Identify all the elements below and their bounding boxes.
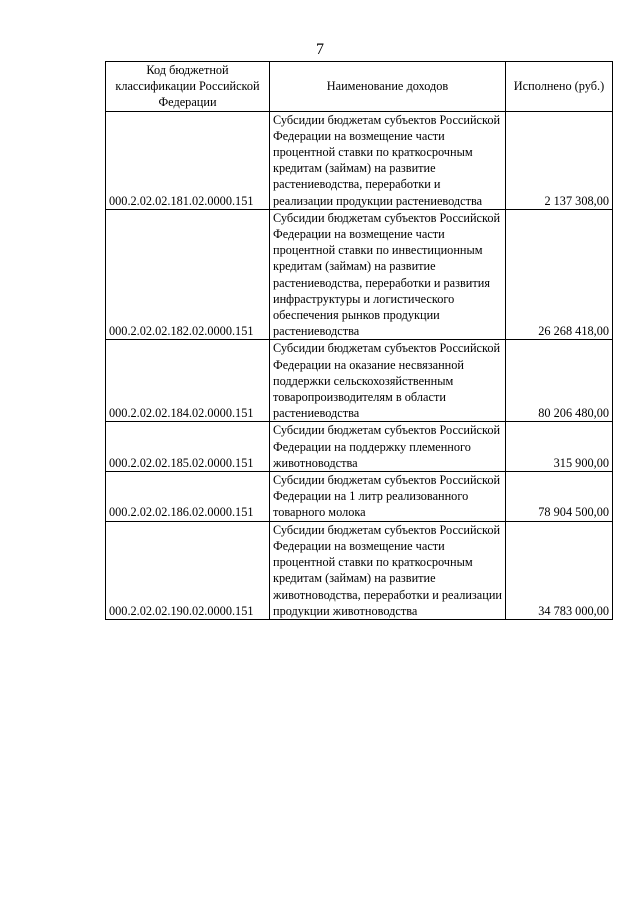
row-code: 000.2.02.02.185.02.0000.151 <box>106 422 270 472</box>
header-name: Наименование доходов <box>270 62 506 112</box>
table-row <box>106 340 613 422</box>
row-code: 000.2.02.02.186.02.0000.151 <box>106 472 270 522</box>
row-name: Субсидии бюджетам субъектов Российской Федерации на 1 литр реализованного товарного молока <box>270 472 506 522</box>
row-code: 000.2.02.02.181.02.0000.151 <box>106 111 270 209</box>
row-amount: 34 783 000,00 <box>506 521 613 619</box>
row-amount: 80 206 480,00 <box>506 340 613 422</box>
table-row <box>106 111 613 209</box>
row-name: Субсидии бюджетам субъектов Российской Федерации на оказание несвязанной поддержки сельскохозяйственным товаропроизводителям в области растениеводства <box>270 340 506 422</box>
header-code: Код бюджетной классификации Российской Федерации <box>106 62 270 112</box>
row-amount: 78 904 500,00 <box>506 472 613 522</box>
budget-income-table <box>105 61 613 620</box>
row-code: 000.2.02.02.184.02.0000.151 <box>106 340 270 422</box>
row-code: 000.2.02.02.190.02.0000.151 <box>106 521 270 619</box>
row-amount: 2 137 308,00 <box>506 111 613 209</box>
row-amount: 26 268 418,00 <box>506 209 613 340</box>
row-amount: 315 900,00 <box>506 422 613 472</box>
table-row <box>106 422 613 472</box>
header-amount: Исполнено (руб.) <box>506 62 613 112</box>
table-header-row <box>106 62 613 112</box>
row-code: 000.2.02.02.182.02.0000.151 <box>106 209 270 340</box>
row-name: Субсидии бюджетам субъектов Российской Федерации на поддержку племенного животноводства <box>270 422 506 472</box>
page-number: 7 <box>316 41 324 58</box>
table-row <box>106 521 613 619</box>
row-name: Субсидии бюджетам субъектов Российской Федерации на возмещение части процентной ставки по инвестиционным кредитам (займам) на развитие растениеводства, переработки и развития инфраструктуры и логистического обеспечения рынков продукции растениеводства <box>270 209 506 340</box>
table-row <box>106 209 613 340</box>
row-name: Субсидии бюджетам субъектов Российской Федерации на возмещение части процентной ставки по краткосрочным кредитам (займам) на развитие животноводства, переработки и реализации продукции животноводства <box>270 521 506 619</box>
table-row <box>106 472 613 522</box>
row-name: Субсидии бюджетам субъектов Российской Федерации на возмещение части процентной ставки по краткосрочным кредитам (займам) на развитие растениеводства, переработки и реализации продукции растениеводства <box>270 111 506 209</box>
